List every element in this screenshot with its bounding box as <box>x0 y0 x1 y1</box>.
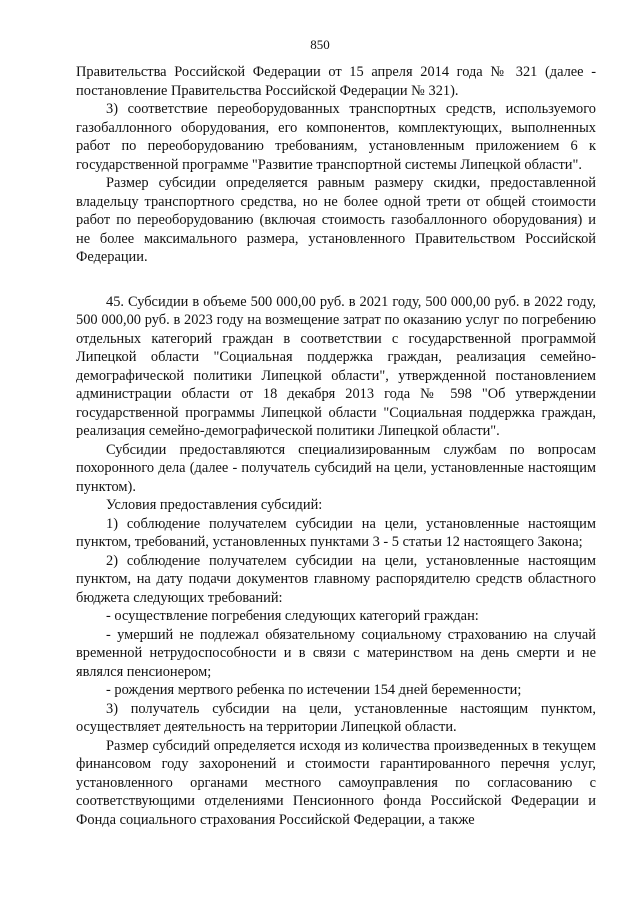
paragraph-burial-categories: - осуществление погребения следующих категорий граждан: <box>106 608 479 624</box>
paragraph-subsidy-amount: Размер субсидий определяется исходя из количества произведенных в текущем финансовом году захоронений и стоимости гарантированного перечня услуг, установленного органами местного самоуправления по согласованию с соответствующими отделениями Пенсионного фонда Российской Федерации и Фонда социального страхования Российской Федерации, а также <box>76 737 596 828</box>
paragraph-conditions-heading: Условия предоставления субсидий: <box>106 497 323 513</box>
paragraph-section-45: 45. Субсидии в объеме 500 000,00 руб. в 2021 году, 500 000,00 руб. в 2022 году, 500 000,00 руб. в 2023 году на возмещение затрат по оказанию услуг по погребению отдельных категорий граждан в соответствии с государственной программой Липецкой области "Социальная поддержка граждан, реализация семейно-демографической политики Липецкой области", утвержденной постановлением администрации области от 18 декабря 2013 года № 598 "Об утверждении государственной программы Липецкой области "Социальная поддержка граждан, реализация семейно-демографической политики Липецкой области". <box>76 293 596 439</box>
page-number: 850 <box>310 37 330 52</box>
paragraph-recipients: Субсидии предоставляются специализированным службам по вопросам похоронного дела (далее - получатель субсидий на цели, установленные настоящим пунктом). <box>76 441 596 495</box>
paragraph-subsidy-size: Размер субсидии определяется равным размеру скидки, предоставленной владельцу транспортного средства, но не более одной трети от общей стоимости работ по переоборудованию (включая стоимость газобаллонного оборудования) и не более максимального размера, установленного Правительством Российской Федерации. <box>76 175 596 265</box>
paragraph-category-stillbirth: - рождения мертвого ребенка по истечении 154 дней беременности; <box>106 682 522 698</box>
section-spacer <box>76 267 596 293</box>
paragraph-condition-3: 3) получатель субсидии на цели, установленные настоящим пунктом, осуществляет деятельность на территории Липецкой области. <box>76 700 596 735</box>
paragraph-category-deceased: - умерший не подлежал обязательному социальному страхованию на случай временной нетрудоспособности и в связи с материнством на день смерти и не являлся пенсионером; <box>76 626 596 680</box>
paragraph-continuation: Правительства Российской Федерации от 15 апреля 2014 года № 321 (далее - постановление Правительства Российской Федерации № 321). <box>76 64 596 99</box>
document-body <box>76 63 596 829</box>
paragraph-item-3: 3) соответствие переоборудованных транспортных средств, используемого газобаллонного оборудования, его компонентов, комплектующих, выполненных работ по переоборудованию требованиям, установленным приложением 6 к государственной программе "Развитие транспортной системы Липецкой области". <box>76 101 596 173</box>
paragraph-condition-2: 2) соблюдение получателем субсидии на цели, установленные настоящим пунктом, на дату подачи документов главному распорядителю средств областного бюджета следующих требований: <box>76 552 596 606</box>
paragraph-condition-1: 1) соблюдение получателем субсидии на цели, установленные настоящим пунктом, требований, установленных пунктами 3 - 5 статьи 12 настоящего Закона; <box>76 515 596 550</box>
